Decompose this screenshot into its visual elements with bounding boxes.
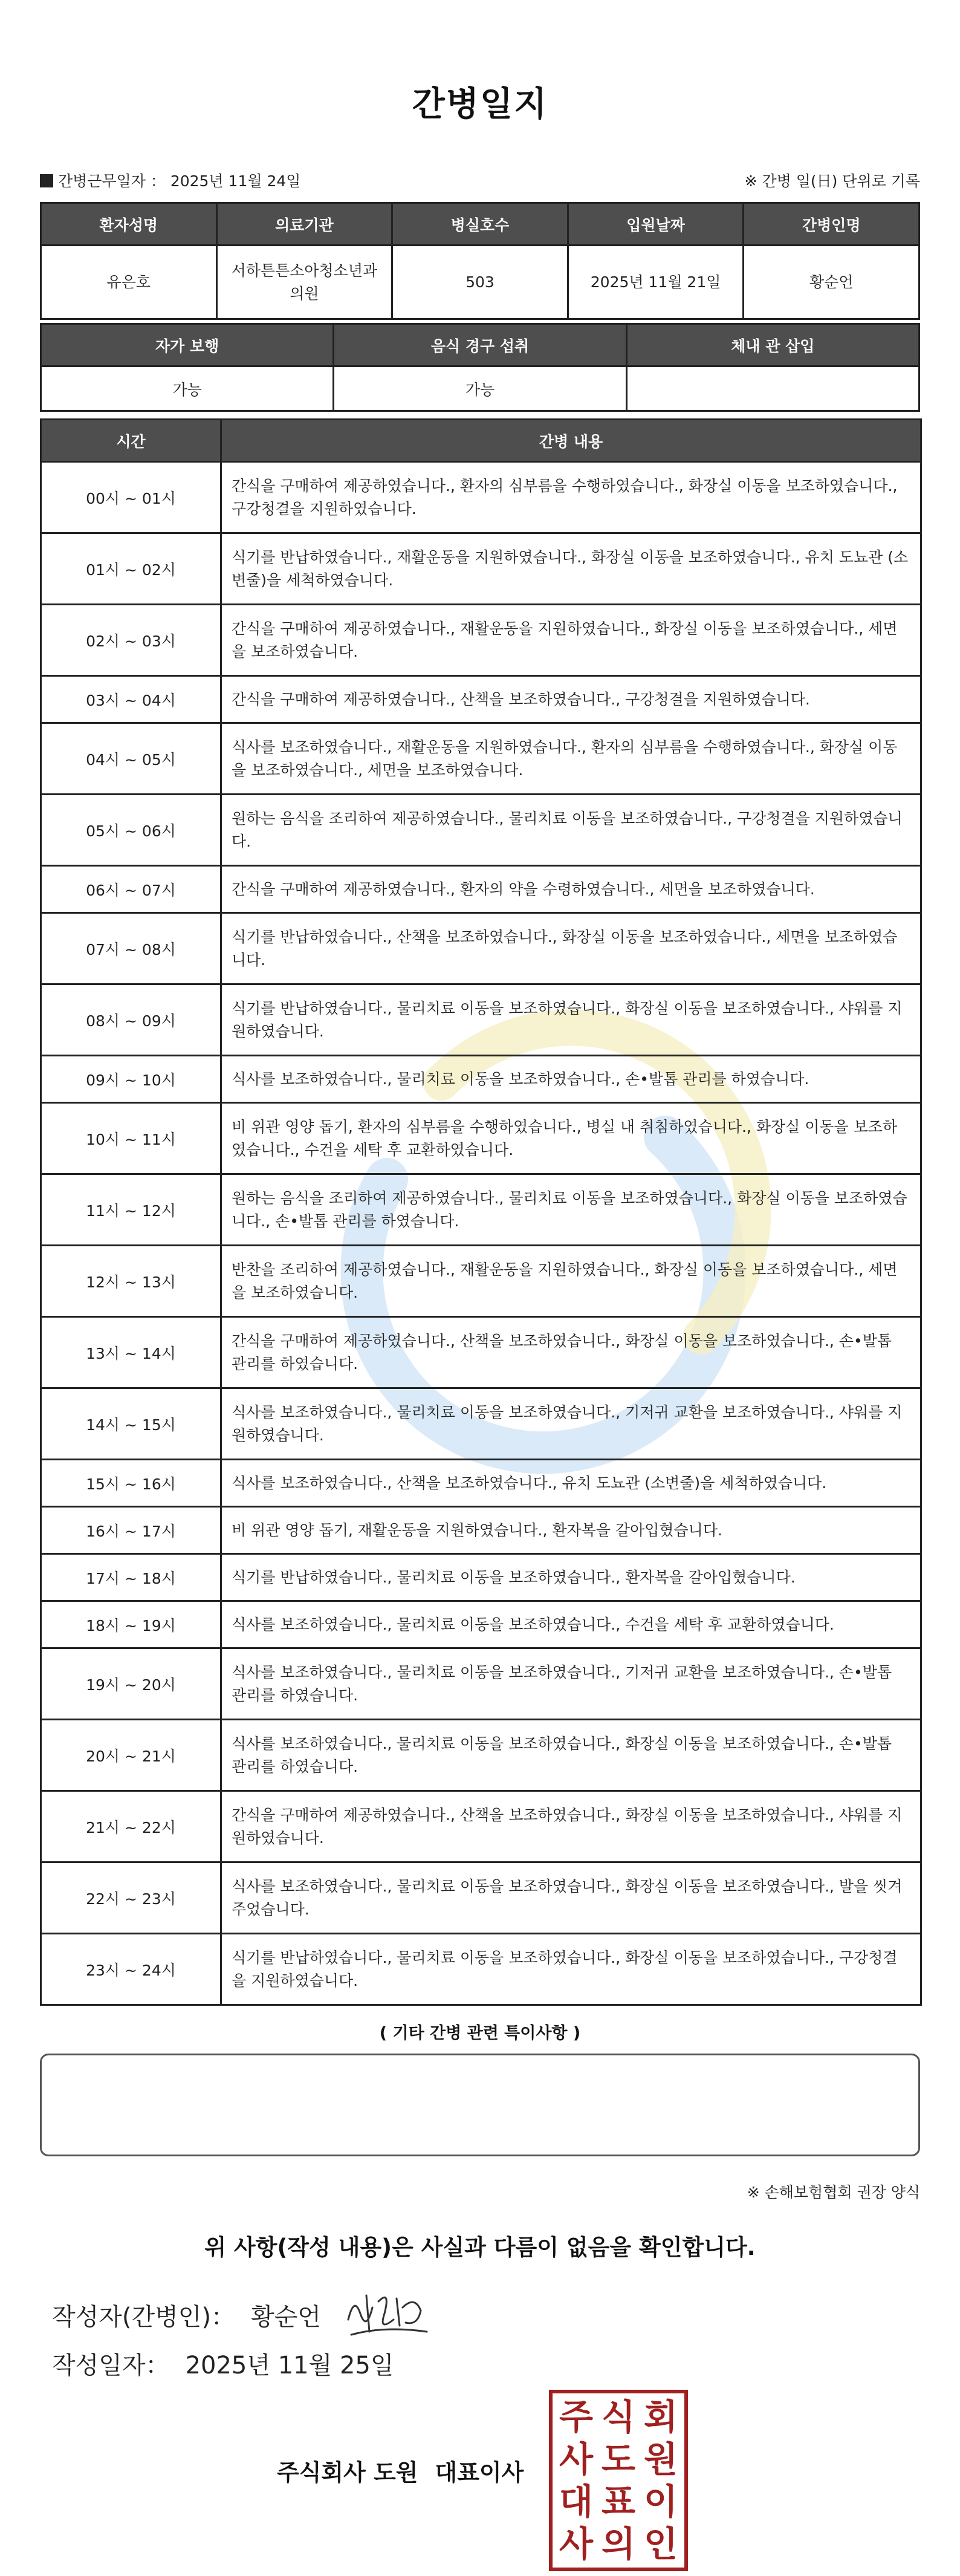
hospital-name: 서하튼튼소아청소년과의원: [216, 246, 392, 319]
care-date: [40, 169, 300, 191]
form-note: ※ 손해보험협회 권장 양식: [747, 2184, 920, 2201]
log-time: 01시 ~ 02시: [41, 533, 221, 605]
care-date-separator: ：: [150, 172, 166, 190]
writer-line: [52, 2298, 321, 2332]
room-number: 503: [392, 246, 568, 319]
header-oral-intake: 음식 경구 섭취: [334, 324, 626, 366]
log-content: 간식을 구매하여 제공하였습니다., 재활운동을 지원하였습니다., 화장실 이동을 보조하였습니다., 세면을 보조하였습니다.: [221, 605, 921, 676]
log-content: 식사를 보조하였습니다., 물리치료 이동을 보조하였습니다., 화장실 이동을 보조하였습니다., 손•발톱 관리를 하였습니다.: [221, 1720, 921, 1791]
log-row: [41, 795, 921, 866]
log-row: [41, 1056, 921, 1103]
log-time: 17시 ~ 18시: [41, 1554, 221, 1601]
special-notes-title: ( 기타 간병 관련 특이사항 ): [379, 2024, 581, 2043]
written-date-value: 2025년 11월 25일: [185, 2352, 394, 2379]
care-date-value: 2025년 11월 24일: [170, 172, 301, 190]
log-time: 19시 ~ 20시: [41, 1648, 221, 1720]
log-content: 간식을 구매하여 제공하였습니다., 산책을 보조하였습니다., 화장실 이동을 보조하였습니다., 손•발톱 관리를 하였습니다.: [221, 1317, 921, 1388]
care-log-table: [40, 418, 922, 2006]
log-content: 비 위관 영양 돕기, 환자의 심부름을 수행하였습니다., 병실 내 취침하였습니다., 화장실 이동을 보조하였습니다., 수건을 세탁 후 교환하였습니다.: [221, 1103, 921, 1174]
log-content: 식사를 보조하였습니다., 물리치료 이동을 보조하였습니다., 기저귀 교환을 보조하였습니다., 손•발톱 관리를 하였습니다.: [221, 1648, 921, 1720]
log-time: 04시 ~ 05시: [41, 723, 221, 795]
seal-character: 사: [559, 2523, 594, 2565]
log-row: [41, 676, 921, 723]
log-row: [41, 1720, 921, 1791]
company-name: 주식회사 도원: [277, 2459, 418, 2486]
log-row: [41, 1648, 921, 1720]
log-content: 간식을 구매하여 제공하였습니다., 환자의 심부름을 수행하였습니다., 화장실 이동을 보조하였습니다., 구강청결을 지원하였습니다.: [221, 462, 921, 533]
written-date-line: [52, 2346, 394, 2381]
log-row: [41, 1507, 921, 1554]
log-row: [41, 1791, 921, 1862]
log-content: 식사를 보조하였습니다., 물리치료 이동을 보조하였습니다., 수건을 세탁 후 교환하였습니다.: [221, 1601, 921, 1648]
log-content: 반찬을 조리하여 제공하였습니다., 재활운동을 지원하였습니다., 화장실 이동을 보조하였습니다., 세면을 보조하였습니다.: [221, 1246, 921, 1317]
log-row: [41, 1862, 921, 1934]
oral-intake-value: 가능: [334, 366, 626, 411]
log-time: 08시 ~ 09시: [41, 984, 221, 1056]
patient-ability-table: [40, 323, 920, 412]
log-content: 식사를 보조하였습니다., 물리치료 이동을 보조하였습니다., 손•발톱 관리를 하였습니다.: [221, 1056, 921, 1103]
log-time: 13시 ~ 14시: [41, 1317, 221, 1388]
seal-character: 인: [643, 2523, 678, 2565]
tube-insertion-value: [626, 366, 919, 411]
caregiver-name: 황순언: [744, 246, 919, 319]
log-row: [41, 605, 921, 676]
log-content: 간식을 구매하여 제공하였습니다., 환자의 약을 수령하였습니다., 세면을 보조하였습니다.: [221, 866, 921, 913]
seal-character: 표: [601, 2481, 636, 2522]
log-content: 비 위관 영양 돕기, 재활운동을 지원하였습니다., 환자복을 갈아입혔습니다.: [221, 1507, 921, 1554]
header-admission-date: 입원날짜: [568, 203, 744, 246]
seal-character: 회: [643, 2396, 678, 2438]
log-content: 식기를 반납하였습니다., 재활운동을 지원하였습니다., 화장실 이동을 보조하였습니다., 유치 도뇨관 (소변줄)을 세척하였습니다.: [221, 533, 921, 605]
special-notes-box: [40, 2054, 920, 2156]
confirmation-statement: 위 사항(작성 내용)은 사실과 다름이 없음을 확인합니다.: [204, 2234, 756, 2260]
log-time: 10시 ~ 11시: [41, 1103, 221, 1174]
log-time: 20시 ~ 21시: [41, 1720, 221, 1791]
representative-title: 대표이사: [435, 2459, 524, 2486]
log-content: 식사를 보조하였습니다., 물리치료 이동을 보조하였습니다., 기저귀 교환을 보조하였습니다., 샤워를 지원하였습니다.: [221, 1388, 921, 1460]
log-time: 09시 ~ 10시: [41, 1056, 221, 1103]
log-content: 식사를 보조하였습니다., 재활운동을 지원하였습니다., 환자의 심부름을 수행하였습니다., 화장실 이동을 보조하였습니다., 세면을 보조하였습니다.: [221, 723, 921, 795]
log-content: 원하는 음식을 조리하여 제공하였습니다., 물리치료 이동을 보조하였습니다., 화장실 이동을 보조하였습니다., 손•발톱 관리를 하였습니다.: [221, 1174, 921, 1246]
log-content: 식사를 보조하였습니다., 산책을 보조하였습니다., 유치 도뇨관 (소변줄)을 세척하였습니다.: [221, 1460, 921, 1507]
seal-character: 이: [643, 2481, 678, 2522]
log-time: 15시 ~ 16시: [41, 1460, 221, 1507]
page-title: 간병일지: [412, 85, 548, 124]
written-date-label: 작성일자：: [52, 2352, 170, 2379]
log-row: [41, 462, 921, 533]
log-row: [41, 1934, 921, 2005]
log-time: 02시 ~ 03시: [41, 605, 221, 676]
log-content: 원하는 음식을 조리하여 제공하였습니다., 물리치료 이동을 보조하였습니다., 구강청결을 지원하였습니다.: [221, 795, 921, 866]
log-content: 식사를 보조하였습니다., 물리치료 이동을 보조하였습니다., 화장실 이동을 보조하였습니다., 발을 씻겨주었습니다.: [221, 1862, 921, 1934]
square-bullet-icon: [40, 174, 53, 187]
header-patient-name: 환자성명: [41, 203, 217, 246]
header-tube-insertion: 체내 관 삽입: [626, 324, 919, 366]
header-time: 시간: [41, 420, 221, 462]
log-time: 23시 ~ 24시: [41, 1934, 221, 2005]
log-row: [41, 1174, 921, 1246]
log-row: [41, 866, 921, 913]
log-row: [41, 1460, 921, 1507]
log-time: 11시 ~ 12시: [41, 1174, 221, 1246]
log-content: 식기를 반납하였습니다., 물리치료 이동을 보조하였습니다., 화장실 이동을 보조하였습니다., 샤워를 지원하였습니다.: [221, 984, 921, 1056]
header-self-walking: 자가 보행: [41, 324, 334, 366]
header-room-number: 병실호수: [392, 203, 568, 246]
seal-character: 주: [559, 2396, 594, 2438]
header-care-content: 간병 내용: [221, 420, 921, 462]
care-date-label: 간병근무일자: [58, 172, 146, 190]
unit-note: ※ 간병 일(日) 단위로 기록: [744, 172, 920, 190]
log-row: [41, 984, 921, 1056]
seal-character: 사: [559, 2439, 594, 2480]
log-row: [41, 1103, 921, 1174]
seal-character: 대: [559, 2481, 594, 2522]
log-row: [41, 533, 921, 605]
log-row: [41, 1601, 921, 1648]
company-line: [277, 2454, 524, 2487]
admission-date: 2025년 11월 21일: [568, 246, 744, 319]
log-time: 22시 ~ 23시: [41, 1862, 221, 1934]
log-content: 식기를 반납하였습니다., 물리치료 이동을 보조하였습니다., 환자복을 갈아입혔습니다.: [221, 1554, 921, 1601]
company-seal-icon: [549, 2390, 688, 2571]
log-row: [41, 723, 921, 795]
patient-info-table: [40, 202, 920, 320]
log-content: 식기를 반납하였습니다., 물리치료 이동을 보조하였습니다., 화장실 이동을 보조하였습니다., 구강청결을 지원하였습니다.: [221, 1934, 921, 2005]
log-time: 05시 ~ 06시: [41, 795, 221, 866]
seal-character: 식: [601, 2396, 636, 2438]
log-time: 12시 ~ 13시: [41, 1246, 221, 1317]
log-row: [41, 1246, 921, 1317]
log-time: 18시 ~ 19시: [41, 1601, 221, 1648]
signature-icon: [342, 2283, 433, 2344]
header-caregiver-name: 간병인명: [744, 203, 919, 246]
log-row: [41, 1317, 921, 1388]
log-row: [41, 913, 921, 984]
seal-character: 원: [643, 2439, 678, 2480]
log-time: 14시 ~ 15시: [41, 1388, 221, 1460]
patient-name: 유은호: [41, 246, 217, 319]
log-row: [41, 1388, 921, 1460]
log-time: 21시 ~ 22시: [41, 1791, 221, 1862]
log-time: 07시 ~ 08시: [41, 913, 221, 984]
seal-character: 도: [601, 2439, 636, 2480]
log-row: [41, 1554, 921, 1601]
log-time: 00시 ~ 01시: [41, 462, 221, 533]
self-walking-value: 가능: [41, 366, 334, 411]
seal-character: 의: [601, 2523, 636, 2565]
log-time: 06시 ~ 07시: [41, 866, 221, 913]
writer-label: 작성자(간병인)：: [52, 2303, 236, 2331]
log-content: 간식을 구매하여 제공하였습니다., 산책을 보조하였습니다., 화장실 이동을 보조하였습니다., 샤워를 지원하였습니다.: [221, 1791, 921, 1862]
writer-name: 황순언: [251, 2303, 321, 2331]
log-time: 03시 ~ 04시: [41, 676, 221, 723]
log-content: 식기를 반납하였습니다., 산책을 보조하였습니다., 화장실 이동을 보조하였습니다., 세면을 보조하였습니다.: [221, 913, 921, 984]
log-time: 16시 ~ 17시: [41, 1507, 221, 1554]
log-content: 간식을 구매하여 제공하였습니다., 산책을 보조하였습니다., 구강청결을 지원하였습니다.: [221, 676, 921, 723]
header-hospital: 의료기관: [216, 203, 392, 246]
